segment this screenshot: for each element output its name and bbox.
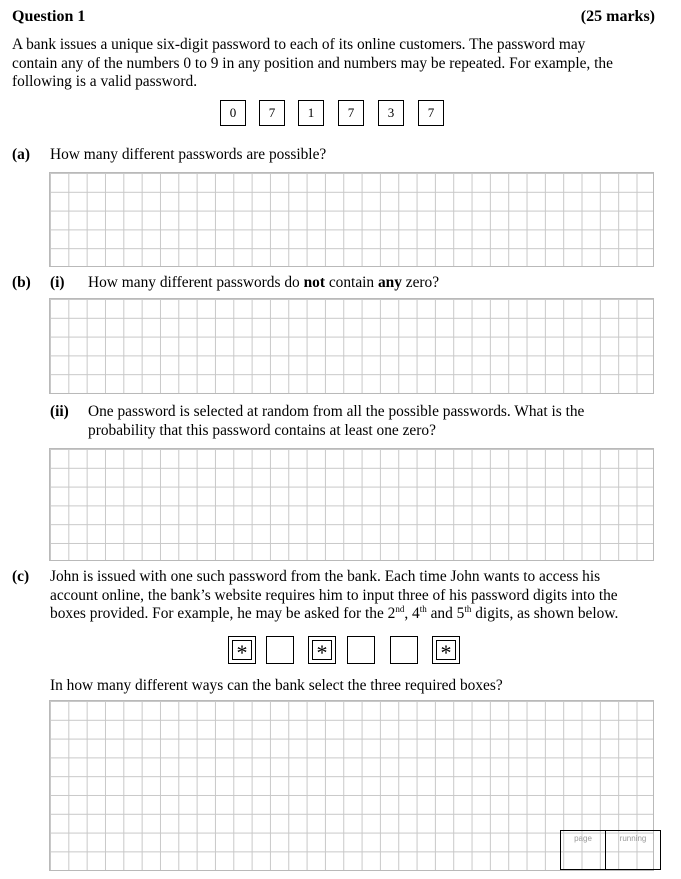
text-segment: digits, as shown below. bbox=[471, 605, 619, 622]
text-segment: , 4 bbox=[404, 605, 420, 622]
part-b-ii-label: (ii) bbox=[50, 403, 69, 420]
question-line: account online, the bank’s website requires him to input three of his password digits into the bbox=[50, 586, 618, 604]
answer-grid-a[interactable] bbox=[49, 172, 654, 267]
ordinal-suffix: th bbox=[464, 603, 472, 614]
question-title: Question 1 bbox=[12, 8, 86, 25]
text-segment: How many different passwords do bbox=[88, 274, 304, 291]
part-c-text bbox=[50, 568, 660, 624]
intro-line-1: A bank issues a unique six-digit password to each of its online customers. The password may bbox=[12, 36, 586, 53]
text-segment: boxes provided. For example, he may be asked for the 2 bbox=[50, 605, 396, 622]
answer-grid-b-i[interactable] bbox=[49, 298, 654, 394]
input-box-starred: * bbox=[308, 636, 336, 664]
password-digit: 1 bbox=[298, 100, 324, 126]
emphasis-not: not bbox=[303, 274, 325, 291]
input-box-starred: * bbox=[432, 636, 460, 664]
question-line bbox=[50, 605, 660, 624]
intro-paragraph bbox=[12, 36, 652, 92]
text-segment: zero? bbox=[401, 274, 440, 291]
part-b-label: (b) bbox=[12, 274, 31, 291]
ordinal-suffix: th bbox=[419, 603, 427, 614]
text-segment: contain bbox=[324, 274, 378, 291]
input-box-empty bbox=[390, 636, 418, 664]
password-digit: 3 bbox=[378, 100, 404, 126]
password-digit: 7 bbox=[338, 100, 364, 126]
password-digit: 7 bbox=[418, 100, 444, 126]
part-c-question: In how many different ways can the bank select the three required boxes? bbox=[50, 677, 503, 694]
question-line: John is issued with one such password from the bank. Each time John wants to access his bbox=[50, 568, 601, 585]
question-marks: (25 marks) bbox=[580, 8, 655, 25]
input-box-empty bbox=[347, 636, 375, 664]
input-box-starred: * bbox=[228, 636, 256, 664]
ordinal-suffix: nd bbox=[395, 603, 405, 614]
input-box-empty bbox=[266, 636, 294, 664]
part-b-i-label: (i) bbox=[50, 274, 65, 291]
password-digit: 7 bbox=[259, 100, 285, 126]
part-a-label: (a) bbox=[12, 146, 30, 163]
running-box: running bbox=[605, 830, 661, 870]
part-c-label: (c) bbox=[12, 568, 30, 585]
emphasis-any: any bbox=[377, 274, 402, 291]
password-digit: 0 bbox=[220, 100, 246, 126]
intro-line-2: contain any of the numbers 0 to 9 in any position and numbers may be repeated. For example, the bbox=[12, 54, 613, 72]
question-line: One password is selected at random from all the possible passwords. What is the bbox=[88, 403, 585, 420]
question-line: probability that this password contains at least one zero? bbox=[88, 421, 436, 439]
answer-grid-b-ii[interactable] bbox=[49, 448, 654, 561]
intro-line-3: following is a valid password. bbox=[12, 73, 198, 90]
text-segment: and 5 bbox=[426, 605, 465, 622]
part-b-ii-question bbox=[88, 403, 648, 440]
part-a-question: How many different passwords are possible? bbox=[50, 146, 327, 163]
part-b-i-question bbox=[88, 274, 439, 293]
page-box: page bbox=[560, 830, 606, 870]
